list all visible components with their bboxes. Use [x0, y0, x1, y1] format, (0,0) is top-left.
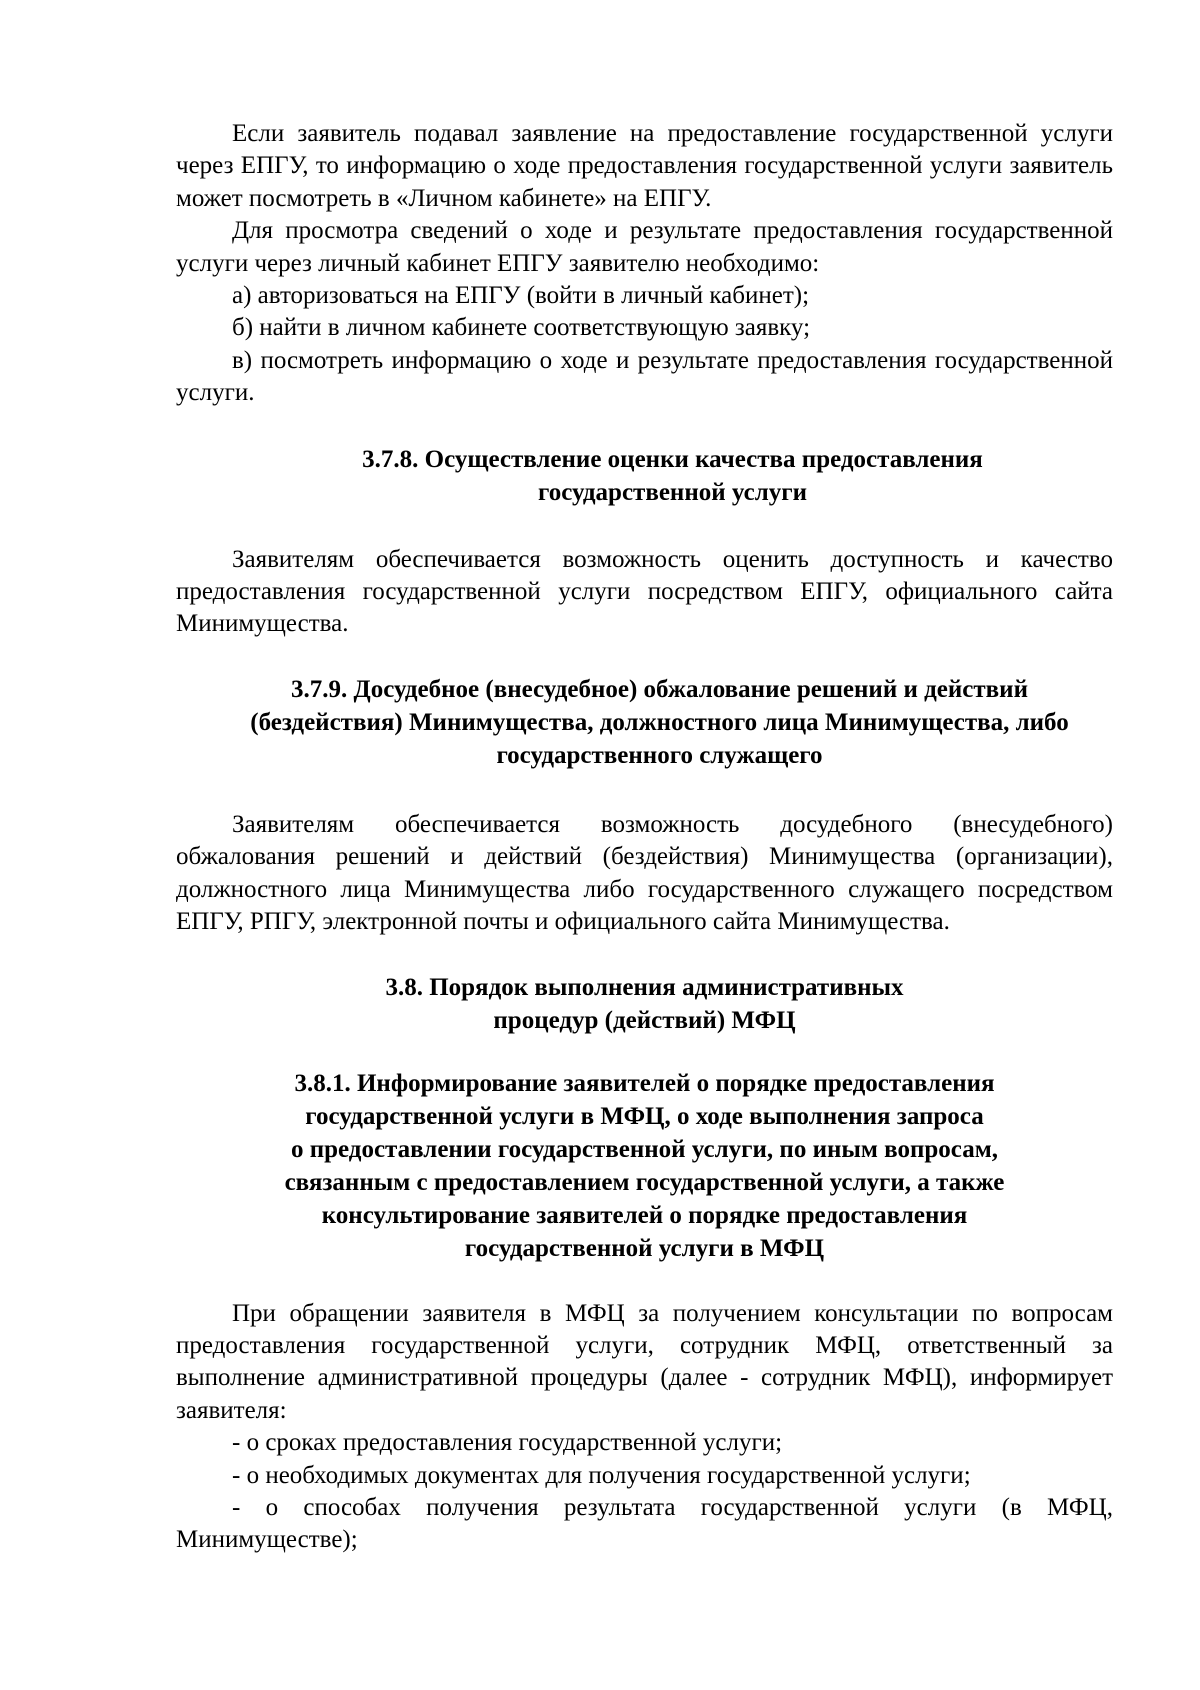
heading-3-7-9 [176, 673, 1113, 772]
list-item-c: в) посмотреть информацию о ходе и результате предоставления государственной услуги. [176, 346, 1113, 407]
list-item-documents: - о необходимых документах для получения государственной услуги; [232, 1461, 971, 1489]
paragraph-view-steps: Для просмотра сведений о ходе и результате предоставления государственной услуги через личный кабинет ЕПГУ заявителю необходимо: [176, 217, 1113, 277]
paragraph-epgu-info: Если заявитель подавал заявление на предоставление государственной услуги через ЕПГУ, то информацию о ходе предоставления государственной услуги заявитель может посмотреть в «Личном кабинете» на ЕПГУ. [176, 120, 1113, 212]
heading-line: о предоставлении государственной услуги, по иным вопросам, [290, 1135, 998, 1163]
paragraph-quality-assessment: Заявителям обеспечивается возможность оценить доступность и качество предоставления государственной услуги посредством ЕПГУ, официального сайта Минимущества. [176, 545, 1113, 638]
list-item-result-methods: - о способах получения результата государственной услуги (в МФЦ, Минимуществе); [176, 1493, 1113, 1554]
heading-3-8 [176, 971, 1113, 1037]
list-item-a: а) авторизоваться на ЕПГУ (войти в личный кабинет); [232, 282, 810, 310]
heading-line: консультирование заявителей о порядке предоставления [321, 1201, 968, 1229]
heading-line: государственной услуги в МФЦ, о ходе выполнения запроса [305, 1102, 984, 1130]
paragraph-pretrial-appeal: Заявителям обеспечивается возможность досудебного (внесудебного) обжалования решений и действий (бездействия) Минимущества (организации), должностного лица Минимущества либо государственного служащего посредством ЕПГУ, РПГУ, электронной почты и официального сайта Минимущества. [176, 810, 1113, 936]
document-page [176, 118, 1113, 1557]
heading-3-7-8 [176, 443, 1113, 509]
heading-line: государственной услуги [537, 478, 808, 506]
heading-line: 3.7.8. Осуществление оценки качества предоставления [362, 445, 983, 473]
heading-3-8-1 [176, 1067, 1113, 1265]
heading-line: (бездействия) Минимущества, должностного лица Минимущества, либо [250, 708, 1069, 736]
heading-line: 3.7.9. Досудебное (внесудебное) обжалование решений и действий [291, 675, 1028, 703]
heading-line: 3.8.1. Информирование заявителей о порядке предоставления [294, 1069, 995, 1097]
heading-line: государственного служащего [496, 741, 823, 769]
list-item-terms: - о сроках предоставления государственной услуги; [232, 1429, 783, 1457]
heading-line: процедур (действий) МФЦ [493, 1006, 796, 1034]
list-item-b: б) найти в личном кабинете соответствующую заявку; [232, 314, 811, 342]
heading-line: 3.8. Порядок выполнения административных [385, 973, 904, 1001]
paragraph-mfc-consultation: При обращении заявителя в МФЦ за получением консультации по вопросам предоставления государственной услуги, сотрудник МФЦ, ответственный за выполнение административной процедуры (далее - сотрудник МФЦ), информирует заявителя: [176, 1299, 1113, 1424]
heading-line: государственной услуги в МФЦ [464, 1234, 825, 1262]
heading-line: связанным с предоставлением государственной услуги, а также [284, 1168, 1005, 1196]
